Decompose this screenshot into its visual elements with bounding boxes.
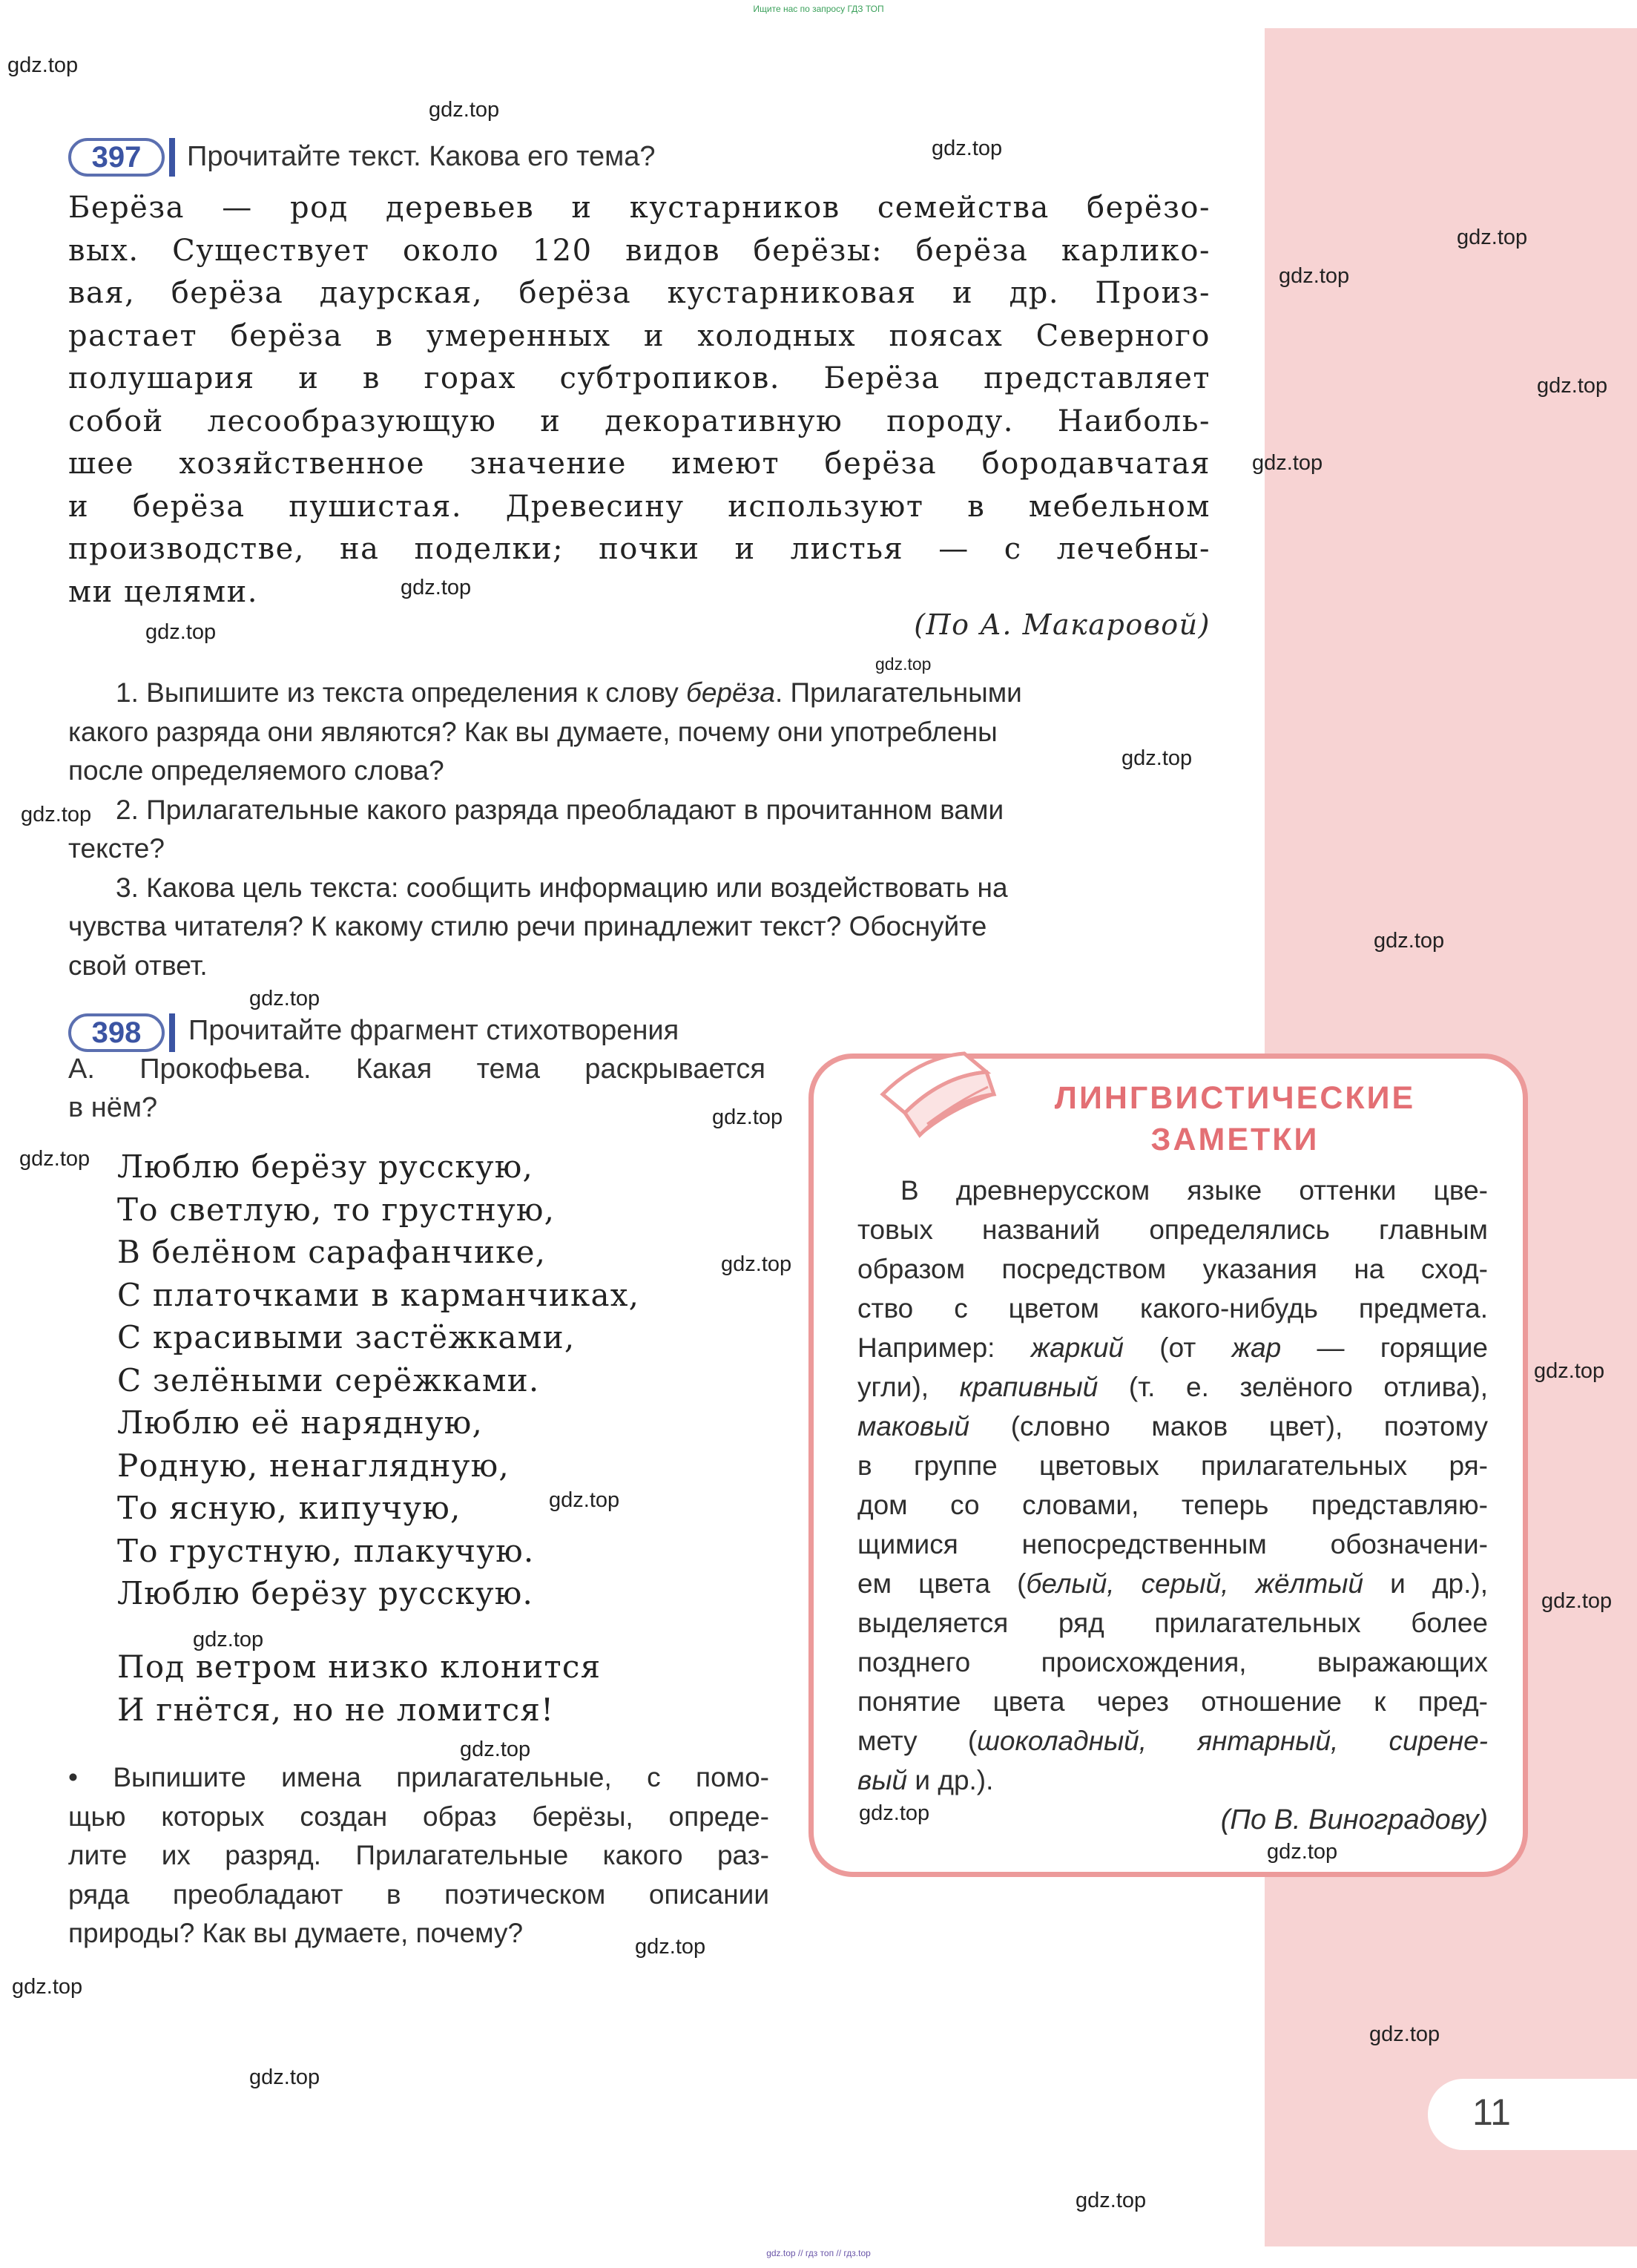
book-icon: [875, 1042, 1001, 1154]
watermark: gdz.top: [1457, 226, 1528, 249]
watermark: gdz.top: [401, 576, 472, 599]
watermark: gdz.top: [1279, 264, 1350, 288]
text-line: вая, берёза даурская, берёза кустарниковая и др. Произ-: [68, 276, 1211, 310]
poem-stanza-2: [117, 1646, 601, 1731]
watermark: gdz.top: [145, 620, 217, 644]
notes-line: выделяется ряд прилагательных более: [857, 1608, 1488, 1638]
poem-line: В белёном сарафанчике,: [117, 1234, 547, 1270]
text-line: полушария и в горах субтропиков. Берёза представляет: [68, 361, 1211, 395]
poem-line: То светлую, то грустную,: [117, 1191, 556, 1228]
exercise-398-prompt-line-2: А. Прокофьева. Какая тема раскрывается: [68, 1054, 765, 1085]
notes-line: вый и др.).: [857, 1765, 994, 1795]
footer-note: gdz.top // гдз топ // гдз.top: [766, 2248, 871, 2258]
watermark: gdz.top: [7, 53, 79, 77]
notes-line: образом посредством указания на сход-: [857, 1254, 1488, 1284]
text-line: растает берёза в умеренных и холодных поясах Северного: [68, 318, 1211, 353]
text-line: Берёза — род деревьев и кустарников семейства берёзо-: [68, 191, 1211, 225]
exercise-397-prompt: Прочитайте текст. Какова его тема?: [187, 141, 656, 172]
page-number: 11: [1472, 2091, 1511, 2133]
watermark: gdz.top: [1537, 374, 1608, 398]
notes-line: щимися непосредственным обозначени-: [857, 1529, 1488, 1559]
notes-line: позднего происхождения, выражающих: [857, 1647, 1488, 1677]
poem-line: Люблю берёзу русскую,: [117, 1148, 534, 1185]
watermark: gdz.top: [875, 654, 932, 674]
poem-line: С красивыми застёжками,: [117, 1319, 576, 1355]
poem-line: Под ветром низко клонится: [117, 1649, 602, 1685]
watermark: gdz.top: [932, 137, 1003, 160]
text-line: производстве, на поделки; почки и листья — с лечебны-: [68, 532, 1211, 566]
task-line: природы? Как вы думаете, почему?: [68, 1918, 524, 1948]
task-line: • Выпишите имена прилагательные, с помо-: [68, 1762, 769, 1792]
notes-line: мету (шоколадный, янтарный, сирене-: [857, 1726, 1488, 1756]
watermark: gdz.top: [1121, 746, 1193, 770]
watermark: gdz.top: [1252, 451, 1323, 475]
question-1-line-1: 1. Выпишите из текста определения к слову берёза. Прилагательными: [116, 677, 1022, 708]
notes-line: угли), крапивный (т. е. зелёного отлива),: [857, 1372, 1488, 1402]
poem-line: Люблю берёзу русскую.: [117, 1575, 534, 1611]
poem-line: С платочками в карманчиках,: [117, 1276, 640, 1313]
text-line: и берёза пушистая. Древесину используют в мебельном: [68, 489, 1211, 524]
watermark: gdz.top: [1369, 2022, 1440, 2046]
watermark: gdz.top: [859, 1801, 930, 1825]
poem-line: То ясную, кипучую,: [117, 1490, 461, 1526]
poem-line: С зелёными серёжками.: [117, 1361, 540, 1398]
poem-line: Родную, ненаглядную,: [117, 1447, 510, 1484]
watermark: gdz.top: [460, 1738, 531, 1761]
question-1-line-2: какого разряда они являются? Как вы думаете, почему они употреблены: [68, 716, 998, 747]
notes-line: товых названий определялись главным: [857, 1214, 1488, 1245]
poem-line: Люблю её нарядную,: [117, 1404, 484, 1441]
poem-line: И гнётся, но не ломится!: [117, 1691, 555, 1728]
watermark: gdz.top: [721, 1252, 792, 1276]
exercise-398-prompt-line-3: в нём?: [68, 1092, 158, 1123]
notes-line: в группе цветовых прилагательных ря-: [857, 1450, 1488, 1481]
notes-line: дом со словами, теперь представляю-: [857, 1490, 1488, 1520]
watermark: gdz.top: [429, 98, 500, 122]
question-3-line-3: свой ответ.: [68, 950, 208, 981]
watermark: gdz.top: [249, 2065, 320, 2089]
header-note: Ищите нас по запросу ГДЗ ТОП: [753, 4, 884, 14]
watermark: gdz.top: [1534, 1359, 1605, 1383]
task-line: ряда преобладают в поэтическом описании: [68, 1879, 769, 1910]
text-line: вых. Существует около 120 видов берёзы: берёза карлико-: [68, 233, 1211, 268]
notes-line: Например: жаркий (от жар — горящие: [857, 1332, 1488, 1363]
poem-stanza-1: [117, 1145, 639, 1615]
poem-line: То грустную, плакучую.: [117, 1532, 535, 1569]
watermark: gdz.top: [12, 1975, 83, 1999]
watermark: gdz.top: [549, 1488, 620, 1512]
text-line: собой лесообразующую и декоративную породу. Наиболь-: [68, 404, 1211, 438]
notes-title-line-2: ЗАМЕТКИ: [1150, 1122, 1320, 1157]
watermark: gdz.top: [712, 1105, 783, 1129]
exercise-398-prompt-line-1: Прочитайте фрагмент стихотворения: [188, 1015, 679, 1046]
exercise-number-397: 397: [68, 138, 165, 177]
question-3-line-2: чувства читателя? К какому стилю речи принадлежит текст? Обоснуйте: [68, 911, 987, 941]
watermark: gdz.top: [1541, 1589, 1613, 1613]
watermark: gdz.top: [1267, 1840, 1338, 1864]
watermark: gdz.top: [635, 1935, 706, 1959]
watermark: gdz.top: [19, 1147, 90, 1171]
question-3-line-1: 3. Какова цель текста: сообщить информацию или воздействовать на: [116, 872, 1008, 903]
notes-line: ство с цветом какого-нибудь предмета.: [857, 1293, 1488, 1324]
exercise-number-398: 398: [68, 1013, 165, 1052]
notes-line: В древнерусском языке оттенки цве-: [900, 1175, 1488, 1206]
page-number-tab: [1428, 2079, 1637, 2150]
question-1-line-3: после определяемого слова?: [68, 755, 444, 786]
watermark: gdz.top: [249, 987, 320, 1010]
exercise-397-questions: [68, 674, 1211, 985]
watermark: gdz.top: [193, 1628, 264, 1651]
notes-line: понятие цвета через отношение к пред-: [857, 1686, 1488, 1717]
exercise-397-text: [68, 187, 1211, 614]
exercise-397-source: (По А. Макаровой): [914, 608, 1211, 641]
text-line: ми целями.: [68, 574, 259, 609]
watermark: gdz.top: [1076, 2189, 1147, 2212]
watermark: gdz.top: [1374, 929, 1445, 953]
notes-text: [857, 1171, 1488, 1800]
task-line: щью которых создан образ берёзы, опреде-: [68, 1801, 769, 1832]
task-line: лите их разряд. Прилагательные какого раз-: [68, 1840, 769, 1870]
notes-source: (По В. Виноградову): [1220, 1804, 1488, 1835]
notes-line: маковый (словно маков цвет), поэтому: [857, 1411, 1488, 1442]
text-line: шее хозяйственное значение имеют берёза бородавчатая: [68, 447, 1211, 481]
notes-title-line-1: ЛИНГВИСТИЧЕСКИЕ: [1054, 1080, 1416, 1116]
question-2-line-2: тексте?: [68, 833, 165, 864]
exercise-398-task: [68, 1758, 769, 1953]
watermark: gdz.top: [21, 803, 92, 826]
notes-line: ем цвета (белый, серый, жёлтый и др.),: [857, 1568, 1488, 1599]
question-2-line-1: 2. Прилагательные какого разряда преобладают в прочитанном вами: [116, 794, 1004, 825]
